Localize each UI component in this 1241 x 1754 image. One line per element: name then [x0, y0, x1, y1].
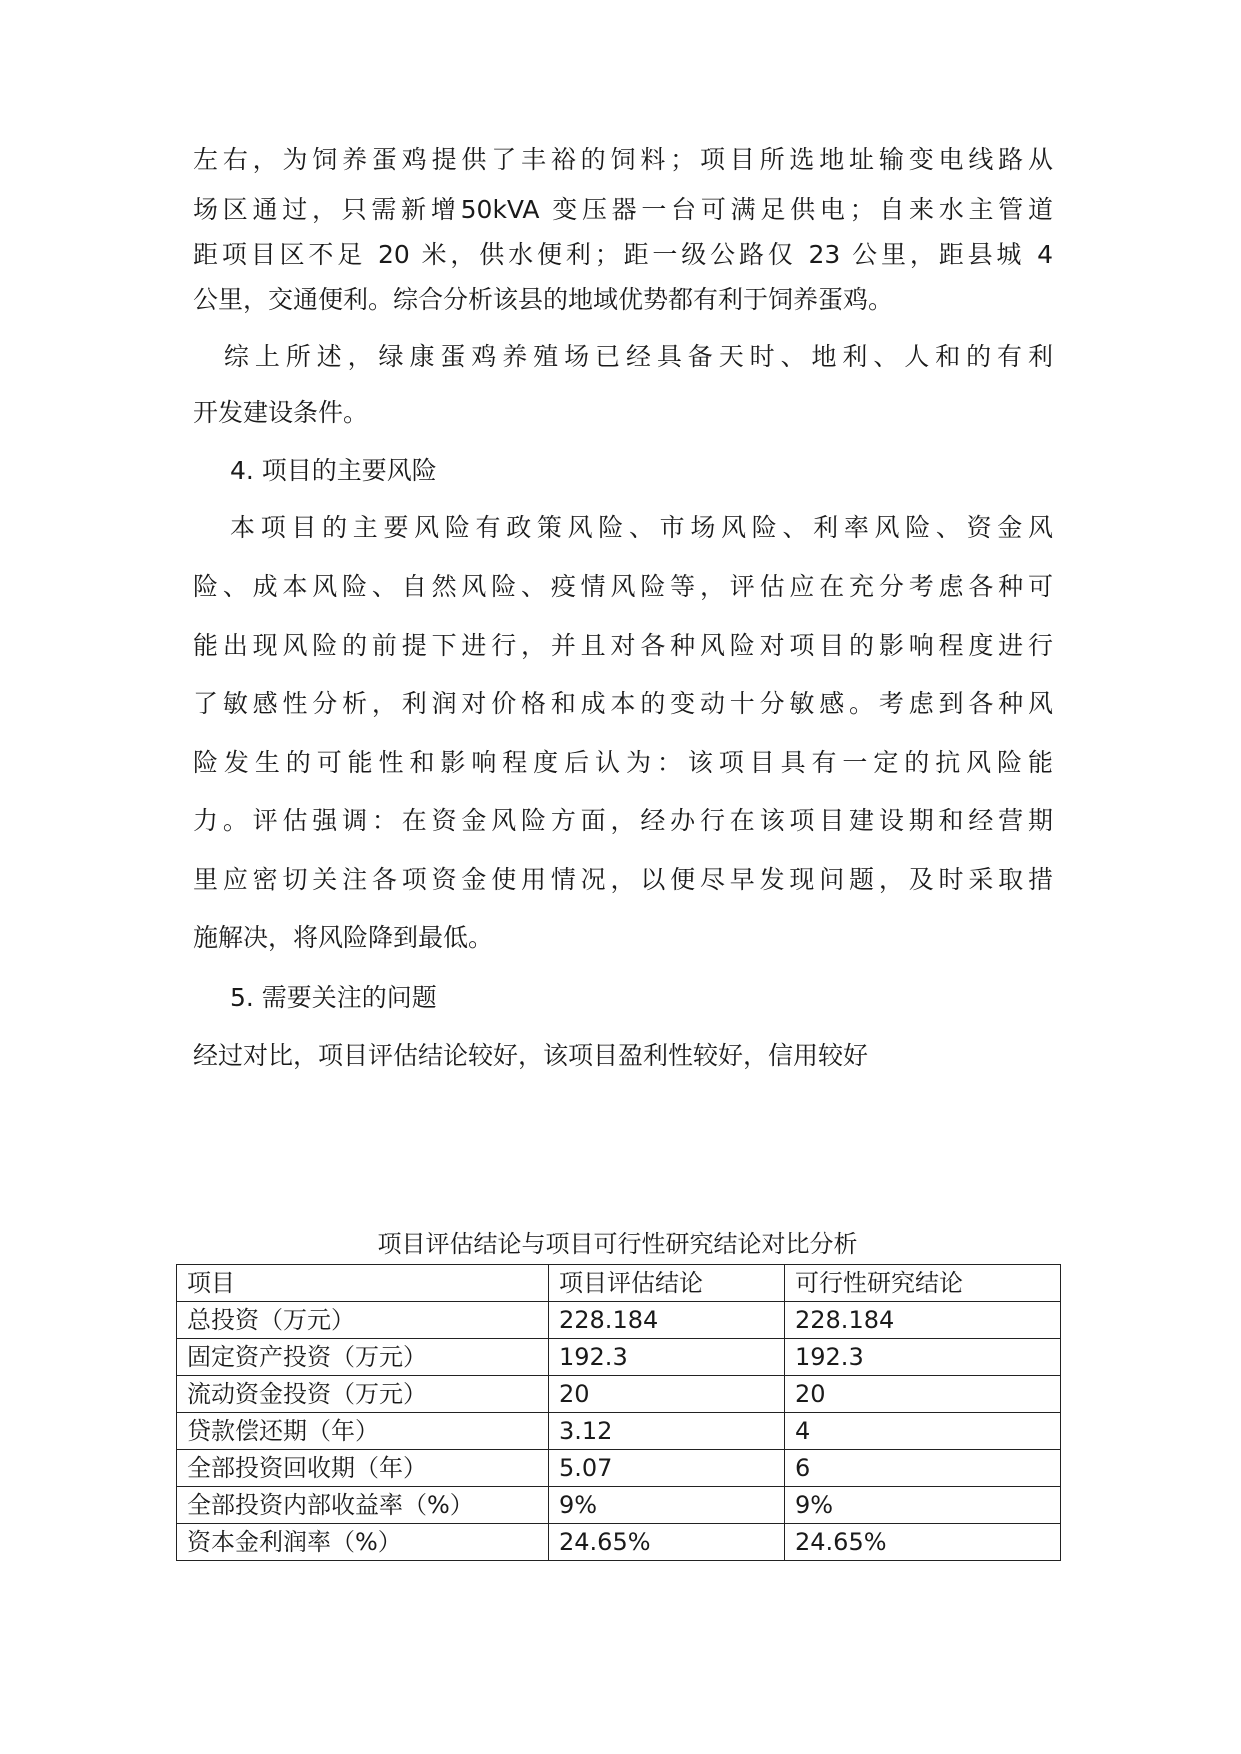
- table-cell: 228.184: [549, 1302, 785, 1339]
- header-cell: 项目: [177, 1265, 549, 1302]
- section-heading: 5. 需要关注的问题: [230, 983, 437, 1012]
- table-header-row: [177, 1265, 1061, 1302]
- table-row: [177, 1302, 1061, 1339]
- table-cell: 24.65%: [549, 1524, 785, 1561]
- table-cell: 贷款偿还期（年）: [177, 1413, 549, 1450]
- table-cell: 5.07: [549, 1450, 785, 1487]
- table-cell: 9%: [785, 1487, 1061, 1524]
- text-line: 里应密切关注各项资金使用情况，以便尽早发现问题，及时采取措: [193, 865, 1053, 894]
- table-row: [177, 1376, 1061, 1413]
- table-row: [177, 1413, 1061, 1450]
- table-cell: 固定资产投资（万元）: [177, 1339, 549, 1376]
- text-line: 能出现风险的前提下进行，并且对各种风险对项目的影响程度进行: [193, 631, 1053, 660]
- table-cell: 9%: [549, 1487, 785, 1524]
- section-heading: 4. 项目的主要风险: [230, 456, 437, 485]
- text-line: 综上所述，绿康蛋鸡养殖场已经具备天时、地利、人和的有利: [193, 342, 1053, 371]
- table-row: [177, 1450, 1061, 1487]
- table-row: [177, 1339, 1061, 1376]
- comparison-table: [176, 1264, 1061, 1561]
- table-cell: 4: [785, 1413, 1061, 1450]
- text-line: 险、成本风险、自然风险、疫情风险等，评估应在充分考虑各种可: [193, 572, 1053, 601]
- text-line: 开发建设条件。: [193, 398, 369, 427]
- text-line: 了敏感性分析，利润对价格和成本的变动十分敏感。考虑到各种风: [193, 689, 1053, 718]
- table-title: 项目评估结论与项目可行性研究结论对比分析: [377, 1230, 858, 1258]
- text-line: 距项目区不足 20 米，供水便利；距一级公路仅 23 公里，距县城 4: [193, 240, 1053, 269]
- text-line: 力。评估强调：在资金风险方面，经办行在该项目建设期和经营期: [193, 806, 1053, 835]
- table-cell: 228.184: [785, 1302, 1061, 1339]
- table-cell: 流动资金投资（万元）: [177, 1376, 549, 1413]
- text-line: 险发生的可能性和影响程度后认为：该项目具有一定的抗风险能: [193, 748, 1053, 777]
- table-cell: 全部投资回收期（年）: [177, 1450, 549, 1487]
- text-line: 施解决，将风险降到最低。: [193, 923, 494, 952]
- table-cell: 资本金利润率（%）: [177, 1524, 549, 1561]
- table-cell: 全部投资内部收益率（%）: [177, 1487, 549, 1524]
- table-row: [177, 1524, 1061, 1561]
- table-cell: 6: [785, 1450, 1061, 1487]
- text-line: 本项目的主要风险有政策风险、市场风险、利率风险、资金风: [230, 513, 1053, 542]
- table-cell: 192.3: [549, 1339, 785, 1376]
- table-cell: 3.12: [549, 1413, 785, 1450]
- table-row: [177, 1487, 1061, 1524]
- table-cell: 192.3: [785, 1339, 1061, 1376]
- text-line: 场区通过，只需新增50kVA 变压器一台可满足供电；自来水主管道: [193, 195, 1053, 224]
- text-line: 经过对比，项目评估结论较好，该项目盈利性较好，信用较好: [193, 1041, 869, 1070]
- header-cell: 项目评估结论: [549, 1265, 785, 1302]
- table-cell: 20: [785, 1376, 1061, 1413]
- text-line: 公里，交通便利。综合分析该县的地域优势都有利于饲养蛋鸡。: [193, 285, 894, 314]
- text-line: 左右，为饲养蛋鸡提供了丰裕的饲料；项目所选地址输变电线路从: [193, 145, 1053, 174]
- table-cell: 24.65%: [785, 1524, 1061, 1561]
- table-cell: 20: [549, 1376, 785, 1413]
- header-cell: 可行性研究结论: [785, 1265, 1061, 1302]
- table-cell: 总投资（万元）: [177, 1302, 549, 1339]
